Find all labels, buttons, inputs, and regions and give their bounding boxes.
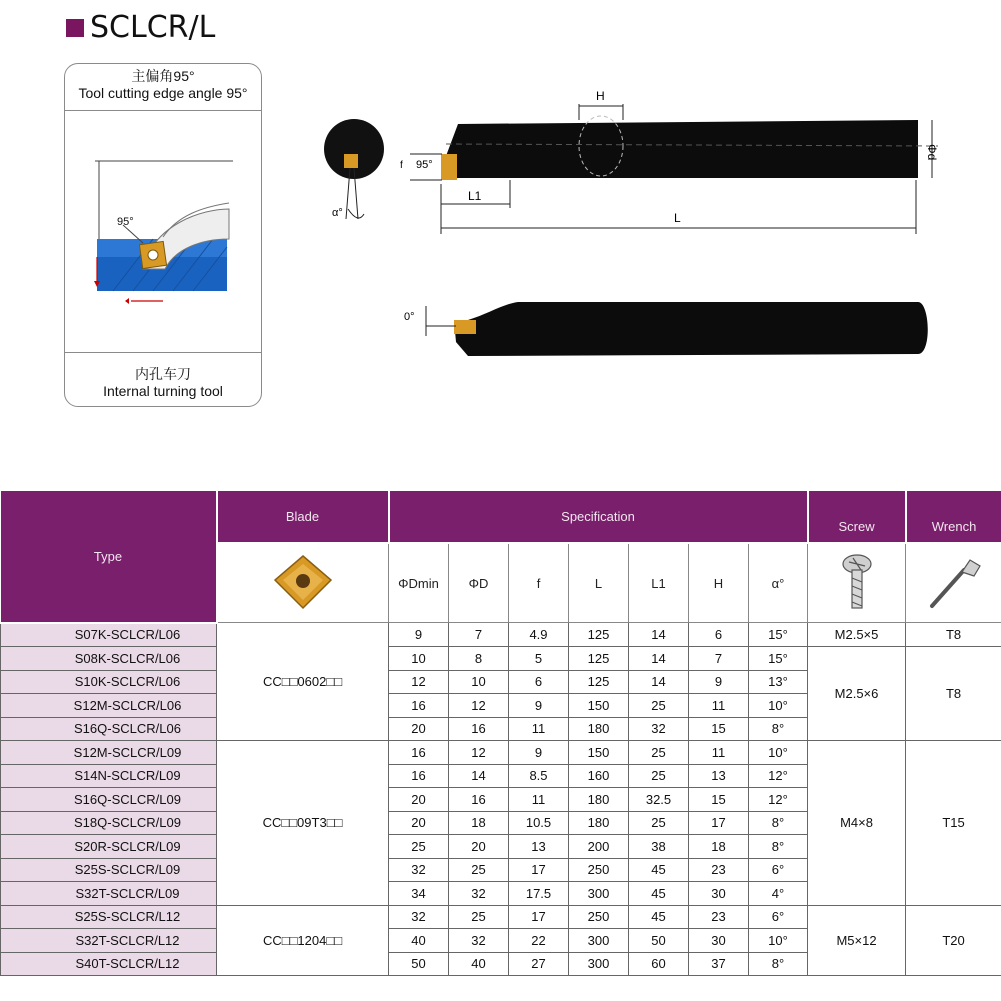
value-cell: 17 <box>689 811 749 835</box>
panel-divider-top <box>65 110 261 111</box>
screw-image-cell <box>808 543 906 623</box>
header-wrench: Wrench <box>906 491 1001 543</box>
value-cell: 15° <box>749 647 808 671</box>
value-cell: 5 <box>509 647 569 671</box>
f-label: f <box>400 160 403 171</box>
type-cell: S08K-SCLCR/L06 <box>1 647 217 671</box>
value-cell: 8 <box>449 647 509 671</box>
value-cell: 38 <box>629 835 689 859</box>
type-cell: S10K-SCLCR/L06 <box>1 670 217 694</box>
value-cell: 8° <box>749 835 808 859</box>
cutting-angle-panel <box>64 63 262 407</box>
type-cell: S32T-SCLCR/L12 <box>1 929 217 953</box>
value-cell: 25 <box>629 764 689 788</box>
type-cell: S12M-SCLCR/L06 <box>1 694 217 718</box>
wrench-spec: T15 <box>906 741 1001 906</box>
col-alpha: α° <box>749 543 808 623</box>
panel-divider-bottom <box>65 352 261 353</box>
value-cell: 27 <box>509 952 569 976</box>
type-cell: S16Q-SCLCR/L09 <box>1 788 217 812</box>
value-cell: 10° <box>749 741 808 765</box>
wrench-spec: T20 <box>906 905 1001 976</box>
value-cell: 11 <box>509 788 569 812</box>
screw-icon <box>837 552 877 612</box>
col-dmin: ΦDmin <box>389 543 449 623</box>
value-cell: 15 <box>689 788 749 812</box>
value-cell: 34 <box>389 882 449 906</box>
header-screw: Screw <box>808 491 906 543</box>
header-specification: Specification <box>389 491 808 543</box>
value-cell: 4.9 <box>509 623 569 647</box>
value-cell: 14 <box>629 670 689 694</box>
type-cell: S12M-SCLCR/L09 <box>1 741 217 765</box>
col-f: f <box>509 543 569 623</box>
value-cell: 125 <box>569 623 629 647</box>
specification-table <box>0 491 1001 976</box>
insert-icon <box>273 554 333 610</box>
value-cell: 60 <box>629 952 689 976</box>
wrench-spec: T8 <box>906 647 1001 741</box>
value-cell: 40 <box>389 929 449 953</box>
value-cell: 10.5 <box>509 811 569 835</box>
value-cell: 25 <box>629 811 689 835</box>
col-h: H <box>689 543 749 623</box>
type-cell: S14N-SCLCR/L09 <box>1 764 217 788</box>
panel-header <box>65 64 261 114</box>
value-cell: 10° <box>749 929 808 953</box>
value-cell: 8° <box>749 952 808 976</box>
value-cell: 300 <box>569 929 629 953</box>
value-cell: 6 <box>509 670 569 694</box>
value-cell: 23 <box>689 905 749 929</box>
value-cell: 45 <box>629 905 689 929</box>
value-cell: 8.5 <box>509 764 569 788</box>
header-type: Type <box>1 491 217 623</box>
value-cell: 25 <box>629 741 689 765</box>
value-cell: 20 <box>449 835 509 859</box>
value-cell: 32 <box>629 717 689 741</box>
value-cell: 25 <box>629 694 689 718</box>
value-cell: 30 <box>689 929 749 953</box>
value-cell: 11 <box>509 717 569 741</box>
value-cell: 14 <box>629 623 689 647</box>
value-cell: 6 <box>689 623 749 647</box>
blade-code: CC□□1204□□ <box>217 905 389 976</box>
value-cell: 17 <box>509 858 569 882</box>
screw-spec: M5×12 <box>808 905 906 976</box>
value-cell: 250 <box>569 905 629 929</box>
value-cell: 9 <box>509 741 569 765</box>
value-cell: 17 <box>509 905 569 929</box>
value-cell: 11 <box>689 741 749 765</box>
screw-spec: M2.5×5 <box>808 623 906 647</box>
value-cell: 11 <box>689 694 749 718</box>
tool-side-view-diagram <box>398 294 938 364</box>
col-l: L <box>569 543 629 623</box>
value-cell: 32.5 <box>629 788 689 812</box>
value-cell: 15° <box>749 623 808 647</box>
value-cell: 25 <box>389 835 449 859</box>
value-cell: 13° <box>749 670 808 694</box>
value-cell: 20 <box>389 788 449 812</box>
value-cell: 25 <box>449 858 509 882</box>
value-cell: 23 <box>689 858 749 882</box>
value-cell: 125 <box>569 670 629 694</box>
phid-label: Φd <box>925 144 939 161</box>
value-cell: 7 <box>689 647 749 671</box>
value-cell: 180 <box>569 811 629 835</box>
panel-title-en: Tool cutting edge angle 95° <box>78 85 248 101</box>
type-cell: S32T-SCLCR/L09 <box>1 882 217 906</box>
value-cell: 45 <box>629 858 689 882</box>
value-cell: 50 <box>389 952 449 976</box>
value-cell: 10 <box>449 670 509 694</box>
value-cell: 4° <box>749 882 808 906</box>
value-cell: 37 <box>689 952 749 976</box>
screw-spec: M2.5×6 <box>808 647 906 741</box>
value-cell: 7 <box>449 623 509 647</box>
value-cell: 16 <box>389 764 449 788</box>
alpha-label: α° <box>332 207 343 219</box>
value-cell: 50 <box>629 929 689 953</box>
h-label: H <box>596 89 605 103</box>
value-cell: 160 <box>569 764 629 788</box>
value-cell: 40 <box>449 952 509 976</box>
wrench-spec: T8 <box>906 623 1001 647</box>
page-title <box>66 10 215 45</box>
panel-footer <box>65 366 261 400</box>
value-cell: 8° <box>749 717 808 741</box>
value-cell: 9 <box>389 623 449 647</box>
type-cell: S40T-SCLCR/L12 <box>1 952 217 976</box>
col-d: ΦD <box>449 543 509 623</box>
value-cell: 300 <box>569 952 629 976</box>
value-cell: 10° <box>749 694 808 718</box>
blade-image-cell <box>217 543 389 623</box>
wrench-image-cell <box>906 543 1001 623</box>
value-cell: 125 <box>569 647 629 671</box>
value-cell: 180 <box>569 788 629 812</box>
panel-footer-cn: 内孔车刀 <box>135 366 191 382</box>
value-cell: 30 <box>689 882 749 906</box>
value-cell: 200 <box>569 835 629 859</box>
value-cell: 6° <box>749 905 808 929</box>
value-cell: 9 <box>509 694 569 718</box>
panel-angle-label: 95° <box>117 216 134 228</box>
value-cell: 12 <box>449 694 509 718</box>
header-blade: Blade <box>217 491 389 543</box>
tool-top-view-diagram <box>318 84 958 244</box>
title-marker <box>66 19 84 37</box>
value-cell: 14 <box>629 647 689 671</box>
value-cell: 12° <box>749 764 808 788</box>
value-cell: 8° <box>749 811 808 835</box>
value-cell: 18 <box>449 811 509 835</box>
value-cell: 32 <box>389 905 449 929</box>
l1-label: L1 <box>468 189 482 203</box>
zero-angle-label: 0° <box>404 311 415 323</box>
blade-code: CC□□0602□□ <box>217 623 389 741</box>
value-cell: 13 <box>509 835 569 859</box>
value-cell: 32 <box>449 929 509 953</box>
screw-spec: M4×8 <box>808 741 906 906</box>
value-cell: 22 <box>509 929 569 953</box>
value-cell: 12 <box>449 741 509 765</box>
value-cell: 17.5 <box>509 882 569 906</box>
panel-title-cn: 主偏角95° <box>131 68 195 84</box>
type-cell: S18Q-SCLCR/L09 <box>1 811 217 835</box>
value-cell: 6° <box>749 858 808 882</box>
value-cell: 16 <box>389 741 449 765</box>
value-cell: 300 <box>569 882 629 906</box>
wrench-icon <box>924 552 984 612</box>
value-cell: 10 <box>389 647 449 671</box>
value-cell: 32 <box>389 858 449 882</box>
angle95-label: 95° <box>416 159 433 171</box>
value-cell: 15 <box>689 717 749 741</box>
value-cell: 45 <box>629 882 689 906</box>
value-cell: 16 <box>389 694 449 718</box>
value-cell: 20 <box>389 811 449 835</box>
value-cell: 25 <box>449 905 509 929</box>
panel-footer-en: Internal turning tool <box>103 383 223 399</box>
value-cell: 18 <box>689 835 749 859</box>
value-cell: 180 <box>569 717 629 741</box>
col-l1: L1 <box>629 543 689 623</box>
value-cell: 250 <box>569 858 629 882</box>
value-cell: 9 <box>689 670 749 694</box>
value-cell: 150 <box>569 694 629 718</box>
l-label: L <box>674 211 681 225</box>
value-cell: 14 <box>449 764 509 788</box>
value-cell: 12° <box>749 788 808 812</box>
title-text: SCLCR/L <box>90 10 216 45</box>
value-cell: 13 <box>689 764 749 788</box>
type-cell: S07K-SCLCR/L06 <box>1 623 217 647</box>
value-cell: 16 <box>449 717 509 741</box>
type-cell: S20R-SCLCR/L09 <box>1 835 217 859</box>
value-cell: 20 <box>389 717 449 741</box>
value-cell: 32 <box>449 882 509 906</box>
type-cell: S25S-SCLCR/L09 <box>1 858 217 882</box>
value-cell: 16 <box>449 788 509 812</box>
blade-code: CC□□09T3□□ <box>217 741 389 906</box>
type-cell: S25S-SCLCR/L12 <box>1 905 217 929</box>
value-cell: 150 <box>569 741 629 765</box>
value-cell: 12 <box>389 670 449 694</box>
internal-turning-diagram <box>83 139 243 309</box>
type-cell: S16Q-SCLCR/L06 <box>1 717 217 741</box>
